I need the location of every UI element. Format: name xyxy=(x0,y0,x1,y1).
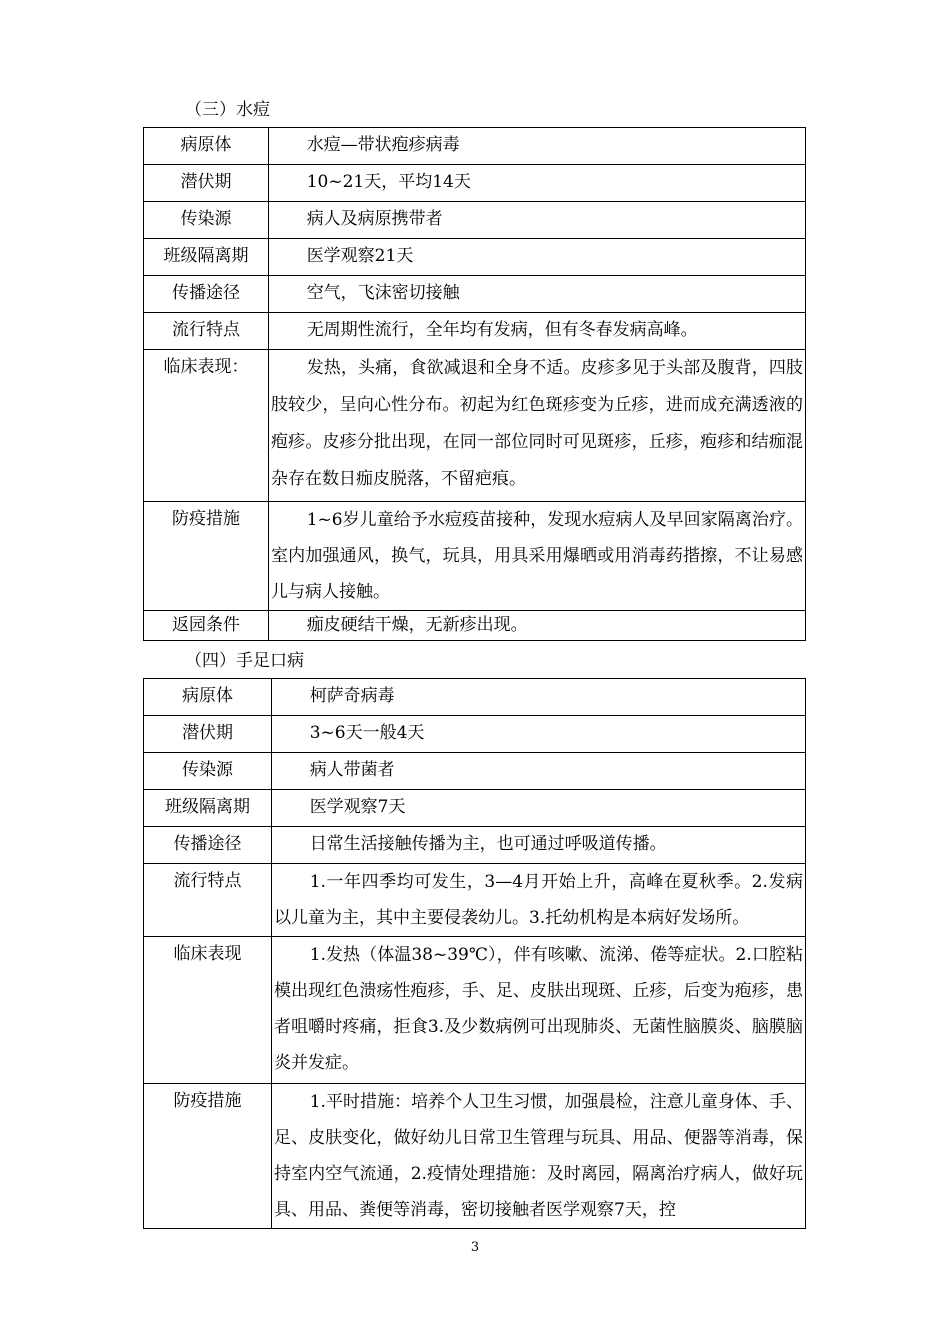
row-value: 1~6岁儿童给予水痘疫苗接种，发现水痘病人及早回家隔离治疗。室内加强通风，换气，玩具，用具采用爆晒或用消毒药揩擦，不让易感儿与病人接触。 xyxy=(271,510,803,602)
table-row xyxy=(144,864,806,937)
table-row xyxy=(144,128,806,165)
table-row xyxy=(144,753,806,790)
row-value: 发热，头痛，食欲减退和全身不适。皮疹多见于头部及腹背，四肢肢较少，呈向心性分布。初起为红色斑疹变为丘疹，进而成充满透液的疱疹。皮疹分批出现，在同一部位同时可见斑疹，丘疹，疱疹和结痂混杂存在数日痂皮脱落，不留疤痕。 xyxy=(271,358,803,489)
row-label: 传播途径 xyxy=(172,283,240,303)
row-value: 1.发热（体温38~39℃），伴有咳嗽、流涕、倦等症状。2.口腔粘模出现红色溃疡性疱疹，手、足、皮肤出现斑、丘疹，后变为疱疹，患者咀嚼时疼痛，拒食3.及少数病例可出现肺炎、无菌性脑膜炎、脑膜脑炎并发症。 xyxy=(274,945,803,1073)
row-value: 空气，飞沫密切接触 xyxy=(306,283,460,303)
row-label: 病原体 xyxy=(182,686,233,706)
row-value: 医学观察21天 xyxy=(306,246,414,266)
table-row xyxy=(144,202,806,239)
row-label: 临床表现： xyxy=(163,357,249,377)
table-row xyxy=(144,276,806,313)
row-label: 流行特点 xyxy=(172,320,240,340)
row-label: 传播途径 xyxy=(173,834,242,854)
row-label: 病原体 xyxy=(180,135,232,155)
section-heading-hand-foot-mouth: （四）手足口病 xyxy=(185,651,304,671)
row-value: 病人带菌者 xyxy=(309,760,395,780)
row-label: 临床表现 xyxy=(173,944,242,964)
row-label: 防疫措施 xyxy=(172,509,240,529)
row-value: 柯萨奇病毒 xyxy=(309,686,395,706)
row-value: 3~6天一般4天 xyxy=(309,723,425,743)
row-value: 无周期性流行，全年均有发病，但有冬春发病高峰。 xyxy=(306,320,698,340)
table-row xyxy=(144,790,806,827)
table-row xyxy=(144,679,806,716)
row-value: 10~21天，平均14天 xyxy=(306,172,471,192)
row-label: 流行特点 xyxy=(173,871,242,891)
table-row xyxy=(144,1084,806,1229)
row-label: 潜伏期 xyxy=(180,172,232,192)
table-row xyxy=(144,937,806,1084)
row-label: 防疫措施 xyxy=(173,1091,242,1111)
table-row xyxy=(144,239,806,276)
table-row xyxy=(144,611,806,641)
table-row xyxy=(144,313,806,350)
table-row xyxy=(144,502,806,611)
row-value: 医学观察7天 xyxy=(309,797,406,817)
row-value: 1.平时措施：培养个人卫生习惯，加强晨检，注意儿童身体、手、足、皮肤变化，做好幼儿日常卫生管理与玩具、用品、便器等消毒，保持室内空气流通，2.疫情处理措施：及时离园，隔离治疗病人，做好玩具、用品、粪便等消毒，密切接触者医学观察7天，控 xyxy=(274,1092,803,1220)
row-value: 日常生活接触传播为主，也可通过呼吸道传播。 xyxy=(309,834,667,854)
table-row xyxy=(144,350,806,502)
chickenpox-table xyxy=(143,127,806,641)
row-label: 班级隔离期 xyxy=(163,246,249,266)
row-label: 返园条件 xyxy=(172,615,240,635)
row-label: 传染源 xyxy=(180,209,232,229)
row-label: 潜伏期 xyxy=(182,723,233,743)
page-number: 3 xyxy=(470,1240,480,1255)
row-value: 水痘—带状疱疹病毒 xyxy=(306,135,460,155)
table-row xyxy=(144,165,806,202)
row-value: 痂皮硬结干燥，无新疹出现。 xyxy=(306,615,528,635)
hand-foot-mouth-table xyxy=(143,678,806,1229)
row-label: 班级隔离期 xyxy=(165,797,250,817)
row-label: 传染源 xyxy=(182,760,233,780)
table-row xyxy=(144,716,806,753)
row-value: 1.一年四季均可发生，3—4月开始上升，高峰在夏秋季。2.发病以儿童为主，其中主要侵袭幼儿。3.托幼机构是本病好发场所。 xyxy=(274,872,803,928)
section-heading-chickenpox: （三）水痘 xyxy=(185,100,270,120)
table-row xyxy=(144,827,806,864)
row-value: 病人及病原携带者 xyxy=(306,209,443,229)
